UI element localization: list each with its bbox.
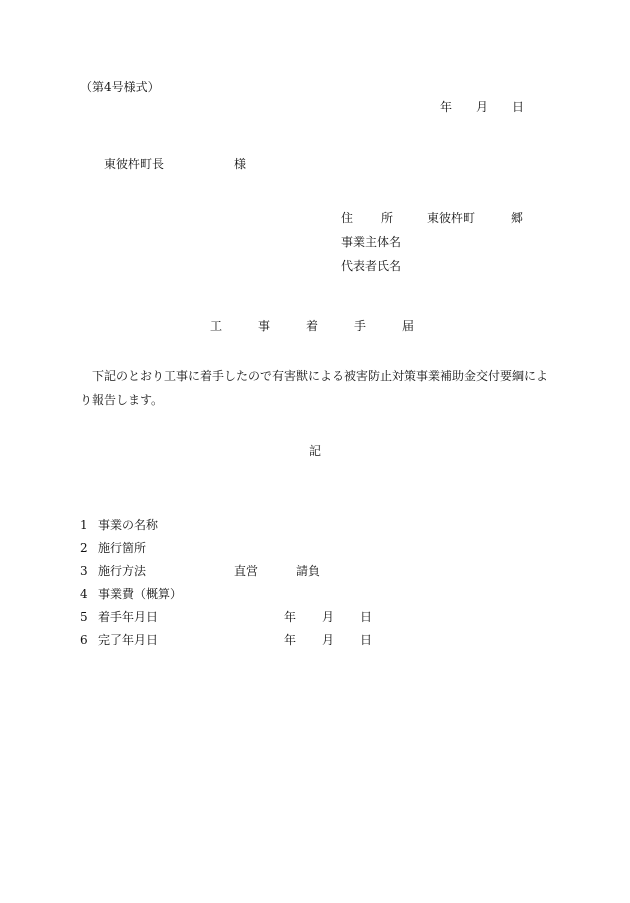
item-label: 完了年月日	[98, 633, 159, 647]
completion-date-fields	[284, 634, 398, 646]
item-label: 着手年月日	[98, 610, 159, 624]
applicant-entity-row	[341, 236, 523, 260]
title-char: 届	[402, 319, 415, 333]
item-number: 6	[80, 633, 88, 647]
applicant-block	[341, 212, 523, 284]
item-list	[80, 518, 373, 657]
year-label: 年	[284, 633, 297, 647]
month-label: 月	[322, 610, 335, 624]
applicant-rep-row	[341, 260, 523, 284]
item-number: 1	[80, 518, 88, 532]
method-option-contract: 請負	[296, 564, 321, 578]
item-label: 事業の名称	[98, 518, 159, 532]
item-number: 5	[80, 610, 88, 624]
form-number: （第4号様式）	[80, 80, 160, 94]
day-label: 日	[360, 633, 373, 647]
item-number: 2	[80, 541, 88, 555]
address-label: 住所	[341, 211, 422, 225]
item-label: 施行方法	[98, 564, 147, 578]
date-year-label: 年	[440, 100, 453, 114]
addressee	[104, 158, 246, 170]
date-month-label: 月	[476, 100, 489, 114]
addressee-honorific: 様	[234, 157, 247, 171]
item-label: 施行箇所	[98, 541, 147, 555]
applicant-address-row	[341, 212, 523, 236]
year-label: 年	[284, 610, 297, 624]
start-date-fields	[284, 611, 398, 623]
item-number: 4	[80, 587, 88, 601]
month-label: 月	[322, 633, 335, 647]
title-char: 事	[258, 319, 271, 333]
list-item	[80, 633, 373, 657]
addressee-name: 東彼杵町長	[104, 157, 165, 171]
ki-heading: 記	[309, 444, 322, 458]
title-char: 着	[306, 319, 319, 333]
list-item	[80, 588, 234, 611]
list-item	[80, 519, 234, 542]
list-item	[80, 564, 321, 588]
method-option-direct: 直営	[234, 564, 259, 578]
title-char: 工	[210, 319, 223, 333]
address-suffix: 郷	[511, 211, 524, 225]
submission-date	[440, 101, 548, 113]
list-item	[80, 542, 234, 565]
rep-label: 代表者氏名	[341, 259, 402, 273]
body-text: 下記のとおり工事に着手したので有害獣による被害防止対策事業補助金交付要綱により報告します。	[80, 369, 549, 407]
item-number: 3	[80, 564, 88, 578]
day-label: 日	[360, 610, 373, 624]
entity-label: 事業主体名	[341, 235, 402, 249]
date-day-label: 日	[512, 100, 525, 114]
document-title	[210, 320, 450, 332]
list-item	[80, 610, 373, 634]
title-char: 手	[354, 319, 367, 333]
address-value: 東彼杵町	[427, 211, 476, 225]
item-label: 事業費（概算）	[98, 587, 183, 601]
